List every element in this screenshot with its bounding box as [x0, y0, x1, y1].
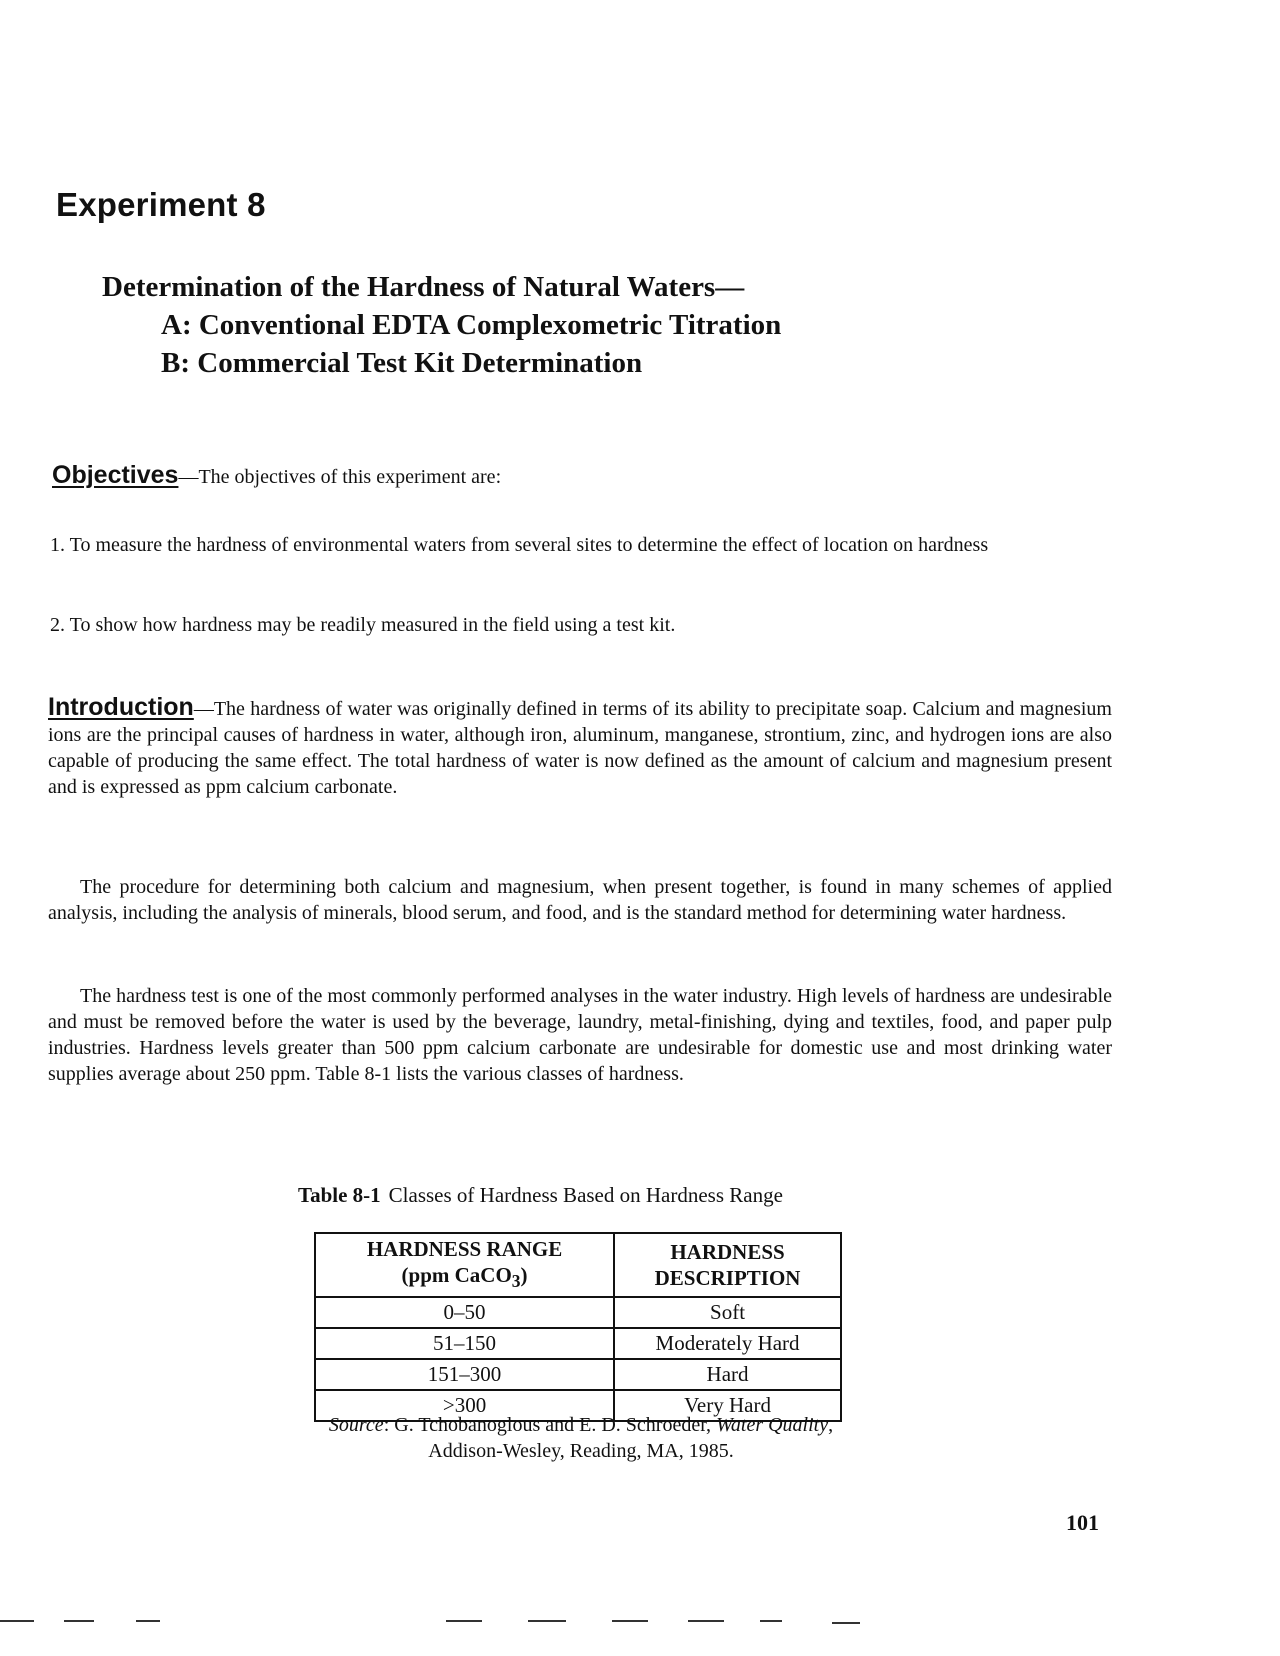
objectives-heading: Objectives	[52, 461, 179, 489]
introduction-paragraph-3: The hardness test is one of the most commonly performed analyses in the water industry. High levels of hardness are undesirable and must be removed before the water is used by the beverage, laundry, metal-finishing, dying and textiles, food, and paper pulp industries. Hardness levels greater than 500 ppm calcium carbonate are undesirable for domestic use and most drinking water supplies average about 250 ppm. Table 8-1 lists the various classes of hardness.	[48, 985, 1112, 1085]
objective-item-1: 1. To measure the hardness of environmental waters from several sites to determine the effect of location on hardness	[50, 534, 989, 556]
table-cell-range: 151–300	[315, 1359, 614, 1390]
scan-artifact	[688, 1620, 724, 1622]
header-range-unit: (ppm CaCO	[401, 1263, 512, 1287]
objectives-heading-line	[52, 461, 501, 490]
source-title: Water Quality	[716, 1414, 829, 1436]
introduction-paragraph-1	[48, 694, 1112, 800]
table-source	[286, 1412, 876, 1464]
source-line-1: Source: G. Tchobanoglous and E. D. Schroeder, Water Quality,	[328, 1414, 834, 1436]
table-cell-range: 0–50	[315, 1297, 614, 1328]
experiment-title: Experiment 8	[56, 186, 266, 223]
scan-artifact	[446, 1620, 482, 1622]
header-range-close: )	[520, 1263, 528, 1287]
table-cell-description: Soft	[614, 1297, 841, 1328]
header-hardness-range	[315, 1233, 614, 1297]
objectives-lead: —The objectives of this experiment are:	[178, 466, 502, 488]
table-caption	[298, 1183, 783, 1208]
source-authors: : G. Tchobanoglous and E. D. Schroeder,	[383, 1414, 717, 1436]
header-desc-line-2: DESCRIPTION	[654, 1266, 801, 1291]
introduction-paragraph-2: The procedure for determining both calcium and magnesium, when present together, is found in many schemes of applied analysis, including the analysis of minerals, blood serum, and food, and is the standard method for determining water hardness.	[48, 876, 1112, 924]
table-label: Table 8-1	[298, 1183, 381, 1207]
introduction-text-1: —The hardness of water was originally defined in terms of its ability to precipitate soap. Calcium and magnesium ions are the principal causes of hardness in water, although iron, aluminum, manganese, strontium, zinc, and hydrogen ions are also capable of producing the same effect. The total hardness of water is now defined as the amount of calcium and magnesium present and is expressed as ppm calcium carbonate.	[48, 698, 1112, 798]
scan-artifact	[136, 1620, 160, 1622]
page-number: 101	[1066, 1510, 1099, 1535]
table-cell-description: Very Hard	[614, 1390, 841, 1421]
table-row	[315, 1328, 841, 1359]
subtitle-line-b: B: Commercial Test Kit Determination	[161, 347, 643, 379]
header-range-subscript: 3	[511, 1271, 521, 1292]
scan-artifact	[528, 1620, 566, 1622]
header-range-line-2	[320, 1262, 609, 1294]
subtitle-line-main: Determination of the Hardness of Natural Waters—	[102, 271, 745, 303]
source-label: Source	[328, 1414, 384, 1436]
table-cell-range: >300	[315, 1390, 614, 1421]
introduction-heading: Introduction	[48, 693, 194, 721]
header-range-line-1: HARDNESS RANGE	[366, 1237, 563, 1261]
experiment-subtitle	[102, 268, 781, 382]
source-publisher: Addison-Wesley, Reading, MA, 1985.	[428, 1440, 734, 1462]
table-cell-range: 51–150	[315, 1328, 614, 1359]
subtitle-line-a: A: Conventional EDTA Complexometric Titration	[161, 309, 782, 341]
table-row	[315, 1297, 841, 1328]
table-header-row	[315, 1233, 841, 1297]
scan-artifact	[832, 1622, 860, 1624]
objective-item-2: 2. To show how hardness may be readily measured in the field using a test kit.	[50, 614, 676, 636]
scan-artifact	[0, 1620, 34, 1622]
scan-artifact	[612, 1620, 648, 1622]
header-desc-line-1: HARDNESS	[670, 1240, 785, 1265]
table-cell-description: Moderately Hard	[614, 1328, 841, 1359]
scan-artifact	[64, 1620, 94, 1622]
table-row	[315, 1359, 841, 1390]
hardness-table	[314, 1232, 842, 1422]
table-caption-text: Classes of Hardness Based on Hardness Range	[388, 1183, 783, 1207]
table-cell-description: Hard	[614, 1359, 841, 1390]
scan-artifact	[760, 1620, 782, 1622]
header-hardness-description	[614, 1233, 841, 1297]
